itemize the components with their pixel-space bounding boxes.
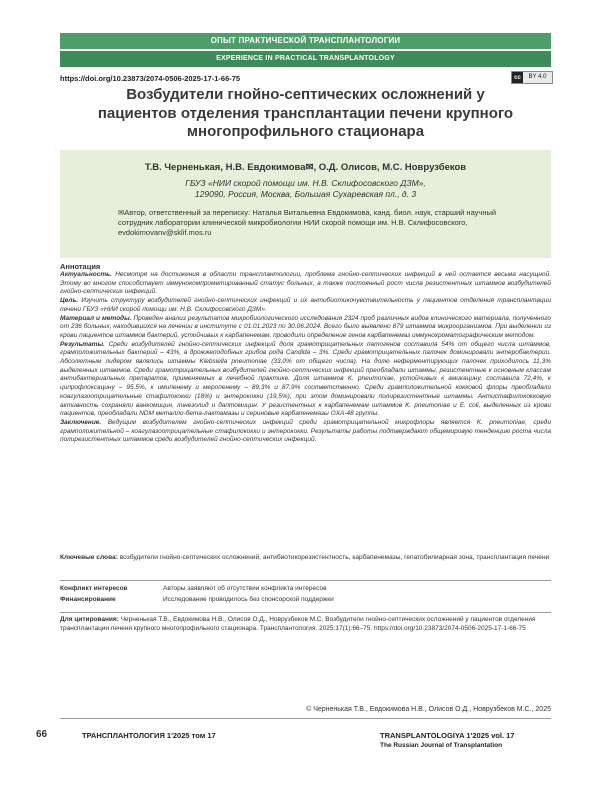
conclusion-label: Заключение. <box>60 418 102 426</box>
abstract-results <box>60 341 551 419</box>
keywords-label: Ключевые слова: <box>60 554 118 561</box>
divider <box>60 718 551 719</box>
cc-icon: cc <box>512 72 523 83</box>
correspondence-note: ✉Автор, ответственный за переписку: Наталья Витальевна Евдокимова, канд. биол. наук, старший научный сотрудник лаборатории клинической микробиологии НИИ скорой помощи им. Н.В. Склифосовского, evdokimovanv@sklif.mos.ru <box>118 208 497 237</box>
aim-text: Изучить структуру возбудителей гнойно-септических инфекций и их антибиотикочувствительность у пациентов отделения трансплантации печени ГБУЗ «НИИ скорой помощи им. Н.В. Склифосовского ДЗМ». <box>60 297 551 313</box>
article-title: Возбудители гнойно-септических осложнений у пациентов отделения трансплантации печени крупного многопрофильного стационара <box>97 86 514 140</box>
abstract-relevance <box>60 271 551 297</box>
author-list: Т.В. Черненькая, Н.В. Евдокимова✉, О.Д. Олисов, М.С. Новрузбеков <box>144 162 467 173</box>
abstract-heading: Аннотация <box>60 262 101 271</box>
funding-text: Исследование проводилось без спонсорской поддержки <box>163 596 334 603</box>
author-info-box <box>60 150 551 258</box>
citation <box>60 616 551 633</box>
journal-title-ru: ТРАНСПЛАНТОЛОГИЯ 1'2025 том 17 <box>82 731 216 740</box>
section-banner-en: EXPERIENCE IN PRACTICAL TRANSPLANTOLOGY <box>60 51 551 67</box>
abstract-aim <box>60 297 551 314</box>
affiliation-line-1: ГБУЗ «НИИ скорой помощи им. Н.В. Склифосовского ДЗМ», <box>185 178 426 188</box>
conflict-text: Авторы заявляют об отсутствии конфликта интересов <box>163 585 327 592</box>
funding-label: Финансирование <box>60 596 116 603</box>
journal-subtitle: The Russian Journal of Transplantation <box>380 742 503 749</box>
conclusion-text: Ведущим возбудителем гнойно-септических инфекций среди грамотрицательной микрофлоры является K. pneumoniae, среди грамположительной – коагулазоотрицательные стафилококки и энтерококки. Результаты работы подтверждают общемировую тенденцию роста числа полирезистентных штаммов среди возбудителей гнойно-септических инфекций. <box>60 418 551 444</box>
abstract-methods <box>60 315 551 341</box>
methods-label: Материал и методы. <box>60 314 132 322</box>
aim-label: Цель. <box>60 297 79 305</box>
relevance-text: Несмотря на достижения в области трансплантологии, проблема гнойно-септических инфекций в ней остается весьма насущной. Этому во многом способствует иммунокомпрометированный статус больных, а также постоянный рост числа резистентных штаммов возбудителей гнойно-септических инфекций. <box>60 271 551 296</box>
abstract-body <box>60 271 551 445</box>
license-text: BY 4.0 <box>523 72 552 83</box>
copyright-line: © Черненькая Т.В., Евдокимова Н.В., Олисов О.Д., Новрузбеков М.С., 2025 <box>306 706 551 713</box>
results-text: Среди возбудителей гнойно-септических инфекций доля грамотрицательных патогенов составила 54% от общего числа штаммов, грамположительных бактерий – 43%, а дрожжеподобных грибов рода Candida – 3%. Среди грамотрицательных палочек доминировали энтеробактерии. Абсолютным лидером являлись штаммы Klebsiella pneumoniae (33,0% от общего числа). На долю неферментирующих палочек приходилось 11,3% выделенных штаммов. Среди грамотрицательных возбудителей гнойно-септических инфекций преобладали штаммы, резистентные к основным классам антибактериальных препаратов, применяемых в лечебной практике. Доля штаммов K. pneumoniae, устойчивых к амикацину, составила 72,4%, к ципрофлоксацину – 95,5%, к имипенему и меропенему – 89,3% и 87,9% соответственно. Среди грамположительной кокковой флоры преобладали коагулазоотрицательные стафилококки (18%) и энтерококки (19,5%), при этом доминировали полирезистентные штаммы. Антистафилококковую активность сохраняли ванкомицин, линезолид и даптомицин. У резистентных к карбапенемам штаммов K. pneumoniae и E. coli, выделенных из крови пациентов, преобладали NDM металло-бета-лактамазы и сериновые карбапенемазы OXA-48 группы. <box>60 340 552 418</box>
journal-title-en: TRANSPLANTOLOGIYA 1'2025 vol. 17 <box>380 731 515 740</box>
divider <box>60 612 551 613</box>
license-badge[interactable] <box>511 71 553 84</box>
keywords-text: возбудители гнойно-септических осложнений, антибиотикорезистентность, карбапенемазы, гепатобилиарная зона, трансплантация печени <box>119 554 550 561</box>
affiliation <box>60 178 551 200</box>
conflict-label: Конфликт интересов <box>60 585 128 592</box>
abstract-conclusion <box>60 419 551 445</box>
results-label: Результаты. <box>60 340 105 348</box>
section-banner-ru: ОПЫТ ПРАКТИЧЕСКОЙ ТРАНСПЛАНТОЛОГИИ <box>60 33 551 49</box>
page-number: 66 <box>36 729 48 740</box>
relevance-label: Актуальность. <box>60 271 112 278</box>
citation-text: Черненькая Т.В., Евдокимова Н.В., Олисов О.Д., Новрузбеков М.С. Возбудители гнойно-септических осложнений у пациентов отделения трансплантации печени крупного многопрофильного стационара. Трансплантология. 2025;17(1):66–75. https://doi.org/10.23873/2074-0506-2025-17-1-66-75 <box>60 616 536 632</box>
keywords <box>60 554 551 563</box>
affiliation-line-2: 129090, Россия, Москва, Большая Сухаревская пл., д. 3 <box>194 189 417 199</box>
divider <box>60 580 551 581</box>
methods-text: Проведен анализ результатов микробиологического исследования 2324 проб различных видов клинического материала, полученного от 236 больных, находившихся на лечении в институте с 01.01.2023 по 30.06.2024. Всего было выявлено 879 штаммов микроорганизмов. При выделении из крови пациентов штаммов бактерий, устойчивых к карбапенемам, проводили определение генов карбапенемаз иммунохроматографическим методом. <box>60 314 551 339</box>
doi-link[interactable]: https://doi.org/10.23873/2074-0506-2025-17-1-66-75 <box>60 74 241 83</box>
citation-label: Для цитирования: <box>60 616 119 623</box>
